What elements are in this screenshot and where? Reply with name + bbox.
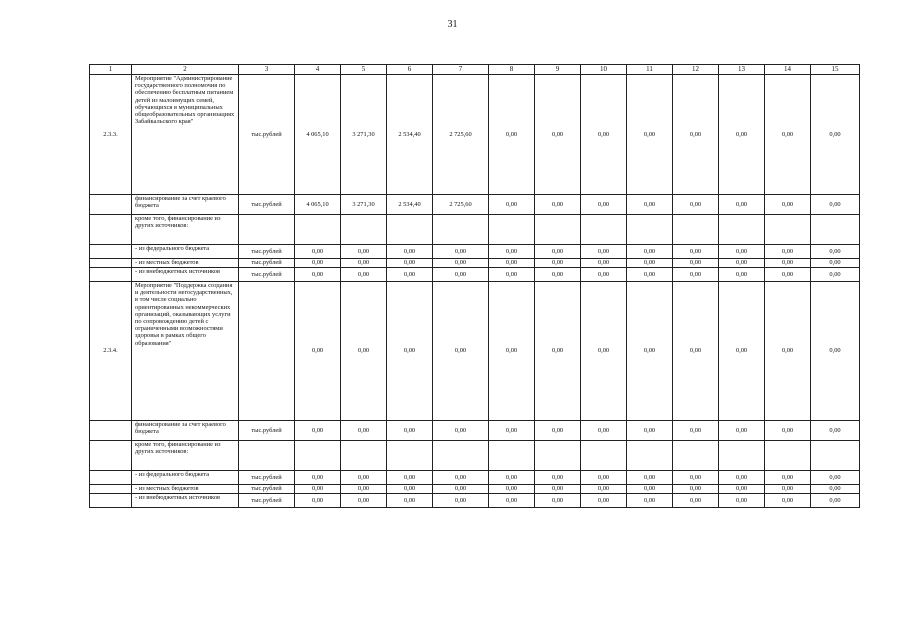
value-cell [765,441,811,471]
table-row [90,485,860,494]
value-cell: 0,00 [765,494,811,508]
value-cell [433,215,489,245]
row-name: - из внебюджетных источников [132,494,239,508]
row-unit: тыс.рублей [239,485,295,494]
value-cell: 0,00 [811,268,860,282]
table-row [90,494,860,508]
column-number-7: 7 [433,65,489,75]
value-cell [673,215,719,245]
value-cell: 0,00 [535,195,581,215]
budget-table [89,64,860,508]
row-code [90,485,132,494]
table-row [90,421,860,441]
value-cell: 0,00 [535,259,581,268]
value-cell: 2 534,40 [387,75,433,195]
value-cell [489,215,535,245]
value-cell: 0,00 [627,195,673,215]
value-cell [489,441,535,471]
value-cell [627,215,673,245]
value-cell: 0,00 [387,259,433,268]
value-cell [719,215,765,245]
row-code [90,215,132,245]
value-cell: 0,00 [489,471,535,485]
row-unit [239,441,295,471]
value-cell: 0,00 [765,245,811,259]
value-cell: 0,00 [341,494,387,508]
value-cell: 0,00 [341,421,387,441]
value-cell: 0,00 [673,195,719,215]
value-cell: 0,00 [581,485,627,494]
value-cell: 0,00 [765,471,811,485]
value-cell: 0,00 [627,245,673,259]
value-cell: 0,00 [673,282,719,421]
column-number-11: 11 [627,65,673,75]
value-cell: 3 271,30 [341,195,387,215]
value-cell: 0,00 [341,471,387,485]
value-cell: 0,00 [627,494,673,508]
value-cell: 0,00 [341,282,387,421]
value-cell: 0,00 [673,259,719,268]
value-cell: 0,00 [719,494,765,508]
column-number-1: 1 [90,65,132,75]
value-cell: 0,00 [387,268,433,282]
column-number-12: 12 [673,65,719,75]
value-cell [765,215,811,245]
value-cell: 0,00 [811,471,860,485]
column-number-3: 3 [239,65,295,75]
value-cell: 0,00 [627,268,673,282]
value-cell: 0,00 [535,421,581,441]
value-cell: 0,00 [489,421,535,441]
page-number: 31 [447,19,458,30]
value-cell: 0,00 [627,282,673,421]
row-name: Мероприятие "Администрирование государственного полномочия по обеспечению бесплатным питанием детей из малоимущих семей, обучающихся в муниципальных общеобразовательных организациях Забайкальского края" [132,75,239,195]
row-name: финансирование за счет краевого бюджета [132,421,239,441]
value-cell: 0,00 [811,485,860,494]
value-cell: 0,00 [295,471,341,485]
value-cell: 0,00 [765,195,811,215]
value-cell: 0,00 [765,421,811,441]
row-unit: тыс.рублей [239,268,295,282]
value-cell: 0,00 [535,282,581,421]
value-cell: 0,00 [719,421,765,441]
value-cell [387,441,433,471]
value-cell: 0,00 [627,421,673,441]
value-cell [341,441,387,471]
row-unit: тыс.рублей [239,195,295,215]
value-cell: 0,00 [673,494,719,508]
value-cell [673,441,719,471]
value-cell: 0,00 [811,195,860,215]
value-cell: 0,00 [387,245,433,259]
value-cell: 0,00 [489,268,535,282]
value-cell: 0,00 [719,75,765,195]
value-cell: 0,00 [811,245,860,259]
table-row [90,268,860,282]
column-number-10: 10 [581,65,627,75]
value-cell: 0,00 [719,259,765,268]
row-unit [239,215,295,245]
row-code [90,494,132,508]
value-cell: 0,00 [581,421,627,441]
row-code [90,268,132,282]
table-row [90,195,860,215]
row-unit: тыс.рублей [239,471,295,485]
column-number-15: 15 [811,65,860,75]
row-unit: тыс.рублей [239,245,295,259]
value-cell: 0,00 [673,75,719,195]
value-cell: 0,00 [433,259,489,268]
column-number-row [90,65,860,75]
column-number-4: 4 [295,65,341,75]
row-code [90,195,132,215]
value-cell: 0,00 [489,259,535,268]
value-cell: 0,00 [765,75,811,195]
row-code: 2.3.4. [90,282,132,421]
value-cell: 0,00 [581,471,627,485]
value-cell: 0,00 [811,259,860,268]
value-cell: 0,00 [341,485,387,494]
value-cell: 0,00 [811,75,860,195]
value-cell: 4 065,10 [295,195,341,215]
value-cell: 2 725,60 [433,195,489,215]
value-cell: 0,00 [811,421,860,441]
value-cell: 0,00 [581,245,627,259]
value-cell: 0,00 [489,494,535,508]
value-cell: 0,00 [535,268,581,282]
row-name: - из федерального бюджета [132,245,239,259]
value-cell: 0,00 [433,421,489,441]
row-unit: тыс.рублей [239,421,295,441]
value-cell: 0,00 [433,245,489,259]
table-row [90,441,860,471]
table-row [90,245,860,259]
value-cell [719,441,765,471]
table-row [90,75,860,195]
value-cell: 0,00 [719,485,765,494]
row-name: кроме того, финансирование из других источников: [132,215,239,245]
value-cell: 0,00 [719,195,765,215]
value-cell: 0,00 [535,75,581,195]
value-cell: 0,00 [627,471,673,485]
row-name: Мероприятие "Поддержка создания и деятельности негосударственных, в том числе социально ориентированных некоммерческих организаций, оказывающих услуги по сопровождению детей с ограниченными возможностями здоровья в рамках общего образования" [132,282,239,421]
value-cell: 0,00 [489,485,535,494]
row-unit: тыс.рублей [239,259,295,268]
value-cell: 0,00 [433,268,489,282]
value-cell [433,441,489,471]
value-cell: 0,00 [673,268,719,282]
row-unit [239,282,295,421]
value-cell: 0,00 [765,259,811,268]
value-cell [535,441,581,471]
value-cell: 0,00 [581,259,627,268]
value-cell: 0,00 [535,494,581,508]
value-cell: 0,00 [673,485,719,494]
value-cell: 0,00 [341,245,387,259]
row-name: - из федерального бюджета [132,471,239,485]
value-cell [811,215,860,245]
column-number-5: 5 [341,65,387,75]
value-cell: 0,00 [627,75,673,195]
value-cell: 3 271,30 [341,75,387,195]
row-code [90,421,132,441]
value-cell: 0,00 [811,494,860,508]
table-body [90,65,860,508]
value-cell: 0,00 [581,75,627,195]
column-number-14: 14 [765,65,811,75]
value-cell: 0,00 [765,485,811,494]
column-number-9: 9 [535,65,581,75]
value-cell: 4 065,10 [295,75,341,195]
value-cell: 0,00 [295,421,341,441]
table-row [90,215,860,245]
row-name: финансирование за счет краевого бюджета [132,195,239,215]
table-row [90,471,860,485]
value-cell: 0,00 [627,259,673,268]
value-cell [581,441,627,471]
value-cell: 0,00 [581,268,627,282]
value-cell [295,215,341,245]
value-cell [627,441,673,471]
value-cell: 0,00 [489,195,535,215]
value-cell: 0,00 [295,494,341,508]
column-number-13: 13 [719,65,765,75]
value-cell: 0,00 [387,421,433,441]
value-cell: 0,00 [489,75,535,195]
value-cell: 0,00 [719,245,765,259]
value-cell: 0,00 [433,485,489,494]
value-cell: 0,00 [295,259,341,268]
table-row [90,259,860,268]
row-name: - из местных бюджетов [132,485,239,494]
value-cell: 0,00 [535,485,581,494]
value-cell [341,215,387,245]
value-cell [535,215,581,245]
value-cell: 0,00 [489,282,535,421]
value-cell [811,441,860,471]
value-cell: 0,00 [673,245,719,259]
row-unit: тыс.рублей [239,494,295,508]
value-cell: 0,00 [535,245,581,259]
value-cell: 0,00 [765,282,811,421]
row-name: - из внебюджетных источников [132,268,239,282]
value-cell: 0,00 [295,282,341,421]
column-number-6: 6 [387,65,433,75]
row-code [90,471,132,485]
row-code [90,245,132,259]
value-cell: 0,00 [433,494,489,508]
value-cell: 0,00 [295,268,341,282]
row-unit: тыс.рублей [239,75,295,195]
value-cell: 0,00 [581,494,627,508]
value-cell: 0,00 [581,195,627,215]
value-cell: 0,00 [433,471,489,485]
value-cell [581,215,627,245]
value-cell: 0,00 [387,282,433,421]
value-cell: 0,00 [719,471,765,485]
value-cell: 0,00 [341,268,387,282]
value-cell: 0,00 [387,485,433,494]
table-row [90,282,860,421]
value-cell: 0,00 [719,282,765,421]
row-code [90,441,132,471]
row-name: кроме того, финансирование из других источников: [132,441,239,471]
value-cell: 0,00 [627,485,673,494]
value-cell: 0,00 [581,282,627,421]
column-number-8: 8 [489,65,535,75]
value-cell [387,215,433,245]
row-code [90,259,132,268]
value-cell: 0,00 [673,421,719,441]
value-cell [295,441,341,471]
value-cell: 0,00 [489,245,535,259]
value-cell: 0,00 [387,471,433,485]
value-cell: 0,00 [719,268,765,282]
value-cell: 2 534,40 [387,195,433,215]
value-cell: 0,00 [673,471,719,485]
row-code: 2.3.3. [90,75,132,195]
value-cell: 0,00 [295,485,341,494]
value-cell: 2 725,60 [433,75,489,195]
value-cell: 0,00 [811,282,860,421]
value-cell: 0,00 [341,259,387,268]
value-cell: 0,00 [387,494,433,508]
value-cell: 0,00 [535,471,581,485]
value-cell: 0,00 [765,268,811,282]
column-number-2: 2 [132,65,239,75]
value-cell: 0,00 [295,245,341,259]
row-name: - из местных бюджетов [132,259,239,268]
value-cell: 0,00 [433,282,489,421]
